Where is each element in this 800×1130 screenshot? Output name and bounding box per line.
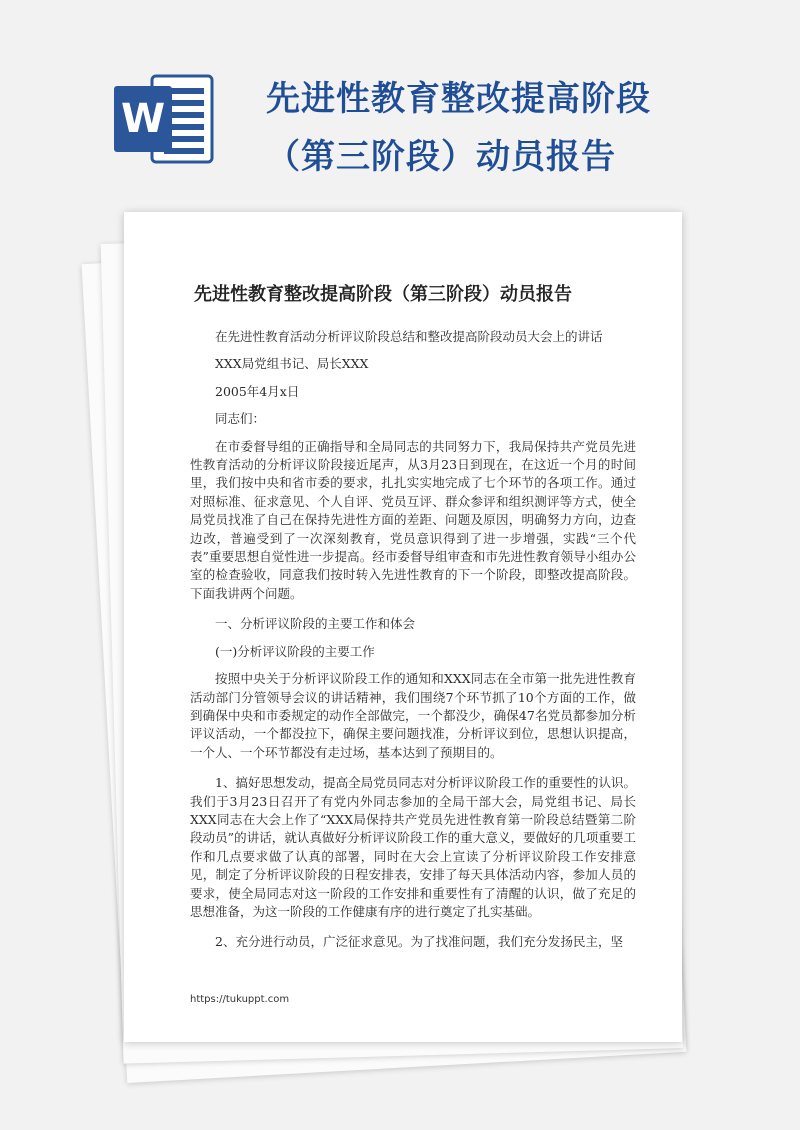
paragraph: 同志们： [215, 411, 266, 427]
svg-text:W: W [120, 96, 166, 142]
section-heading: 一、分析评议阶段的主要工作和体会 [215, 616, 416, 632]
paragraph: 在市委督导组的正确指导和全局同志的共同努力下，我局保持共产党员先进性教育活动的分析评议阶段接近尾声，从3月23日到现在，在这近一个月的时间里，我们按中央和省市委的要求，扎扎实实地完成了七个环节的各项工作。通过对照标准、征求意见、个人自评、党员互评、群众参评和组织测评等方式，使全局党员找准了自己在保持先进性方面的差距、问题及原因，明确努力方向，边查边改，普遍受到了一次深刻教育，党员意识得到了进一步增强，实践“三个代表”重要思想自觉性进一步提高。经市委督导组审查和市先进性教育领导小组办公室的检查验收，同意我们按时转入先进性教育的下一个阶段，即整改提高阶段。下面我讲两个问题。 [190, 438, 636, 601]
paragraph: 2005年4月x日 [215, 383, 300, 399]
paragraph: 在先进性教育活动分析评议阶段总结和整改提高阶段动员大会上的讲话 [215, 329, 603, 344]
paragraph: 按照中央关于分析评议阶段工作的通知和XXX同志在全市第一批先进性教育活动部门分管领导会议的讲话精神，我们围绕7个环节抓了10个方面的工作，做到确保中央和市委规定的动作全部做完，一个都没少，确保47名党员都参加分析评议活动，一个都没拉下，确保主要问题找准，分析评议到位，思想认识提高，一个人、一个环节都没有走过场，基本达到了预期目的。 [190, 671, 636, 760]
word-document-icon [112, 72, 216, 166]
document-page [124, 212, 682, 1042]
banner-title: 先进性教育整改提高阶段（第三阶段）动员报告 [266, 79, 651, 177]
subsection-heading: (一)分析评议阶段的主要工作 [215, 643, 375, 659]
paragraph: 1、搞好思想发动，提高全局党员同志对分析评议阶段工作的重要性的认识。我们于3月23日召开了有党内外同志参加的全局干部大会，局党组书记、局长XXX同志在大会上作了“XXX局保持共产党员先进性教育第一阶段总结暨第二阶段动员”的讲话，就认真做好分析评议阶段工作的重大意义，要做好的几项重要工作和几点要求做了认真的部署，同时在大会上宣读了分析评议阶段工作安排意见，制定了分析评议阶段的日程安排表，安排了每天具体活动内容，参加人员的要求，使全局同志对这一阶段的工作安排和重要性有了清醒的认识，做了充足的思想准备，为这一阶段的工作健康有序的进行奠定了扎实基础。 [190, 775, 636, 919]
document-title: 先进性教育整改提高阶段（第三阶段）动员报告 [194, 284, 572, 305]
banner-header [0, 0, 800, 200]
paragraph: XXX局党组书记、局长XXX [215, 356, 369, 372]
paragraph: 2、充分进行动员，广泛征求意见。为了找准问题，我们充分发扬民主，坚 [215, 934, 623, 950]
footer-url: https://tukuppt.com [190, 994, 290, 1005]
document-body [190, 328, 636, 964]
